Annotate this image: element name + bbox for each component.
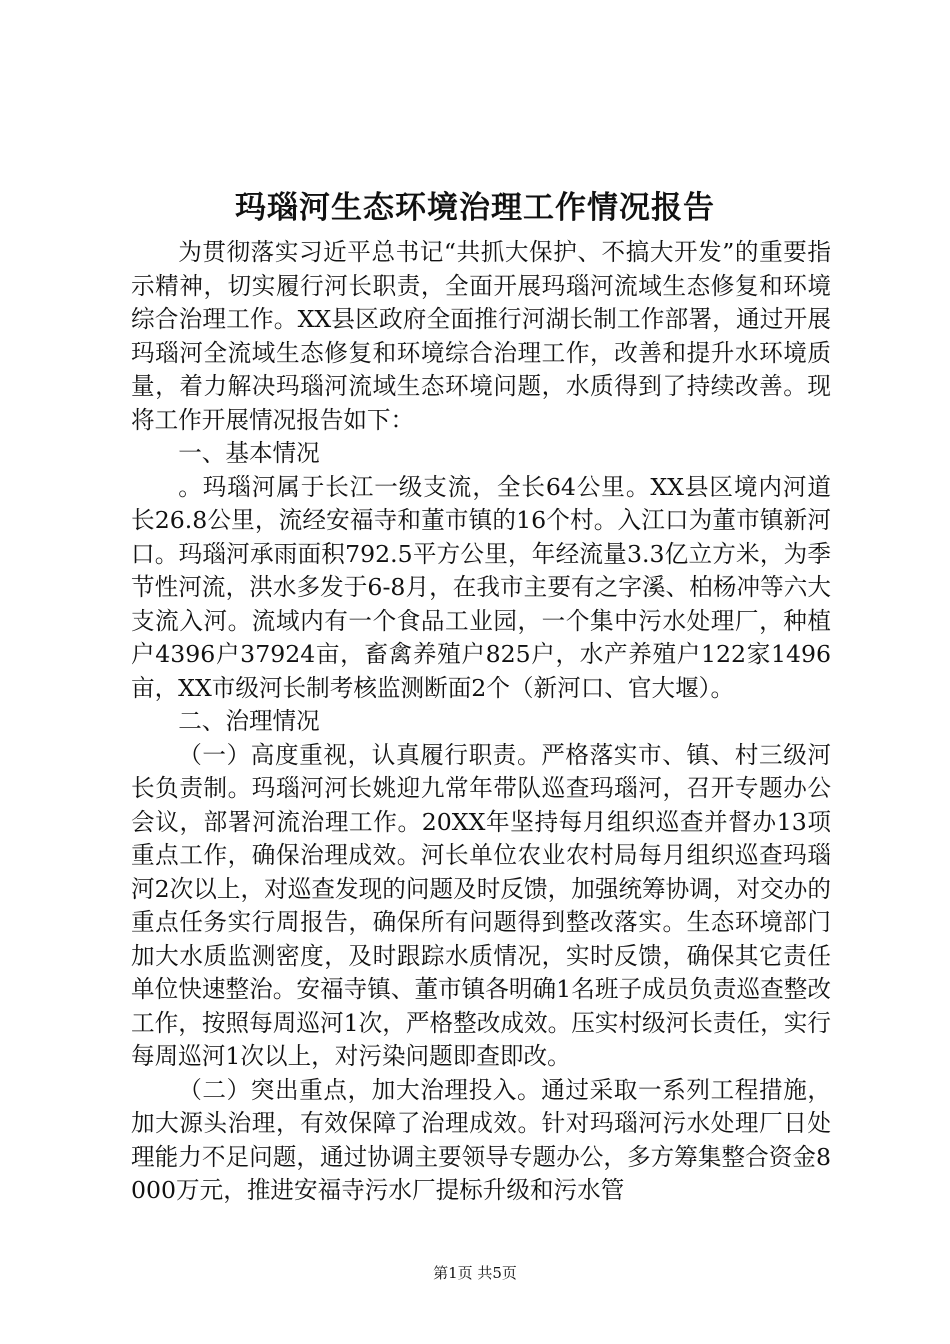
governance-paragraph-2: （二）突出重点，加大治理投入。通过采取一系列工程措施，加大源头治理，有效保障了治理成效。针对玛瑙河污水处理厂日处理能力不足问题，通过协调主要领导专题办公，多方筹集整合资金8000万元，推进安福寺污水厂提标升级和污水管 <box>131 1075 831 1204</box>
document-body <box>131 236 831 1208</box>
governance-paragraph-1: （一）高度重视，认真履行职责。严格落实市、镇、村三级河长负责制。玛瑙河河长姚迎九常年带队巡查玛瑙河，召开专题办公会议，部署河流治理工作。20XX年坚持每月组织巡查并督办13项重点工作，确保治理成效。河长单位农业农村局每月组织巡查玛瑙河2次以上，对巡查发现的问题及时反馈，加强统筹协调，对交办的重点任务实行周报告，确保所有问题得到整改落实。生态环境部门加大水质监测密度，及时跟踪水质情况，实时反馈，确保其它责任单位快速整治。安福寺镇、董市镇各明确1名班子成员负责巡查整改工作，按照每周巡河1次，严格整改成效。压实村级河长责任，实行每周巡河1次以上，对污染问题即查即改。 <box>131 740 831 1070</box>
basic-situation-paragraph: 。玛瑙河属于长江一级支流，全长64公里。XX县区境内河道长26.8公里，流经安福寺和董市镇的16个村。入江口为董市镇新河口。玛瑙河承雨面积792.5平方公里，年经流量3.3亿立方米，为季节性河流，洪水多发于6-8月，在我市主要有之字溪、柏杨冲等六大支流入河。流域内有一个食品工业园，一个集中污水处理厂，种植户4396户37924亩，畜禽养殖户825户，水产养殖户122家1496亩，XX市级河长制考核监测断面2个（新河口、官大堰）。 <box>131 472 831 702</box>
section-heading-governance: 二、治理情况 <box>178 707 320 735</box>
page-footer: 第1页 共5页 <box>433 1264 517 1282</box>
section-heading-basic: 一、基本情况 <box>178 439 320 467</box>
intro-paragraph: 为贯彻落实习近平总书记“共抓大保护、不搞大开发”的重要指示精神，切实履行河长职责，全面开展玛瑙河流域生态修复和环境综合治理工作。XX县区政府全面推行河湖长制工作部署，通过开展玛瑙河全流域生态修复和环境综合治理工作，改善和提升水环境质量，着力解决玛瑙河流域生态环境问题，水质得到了持续改善。现将工作开展情况报告如下： <box>131 238 831 434</box>
document-title: 玛瑙河生态环境治理工作情况报告 <box>235 190 715 226</box>
